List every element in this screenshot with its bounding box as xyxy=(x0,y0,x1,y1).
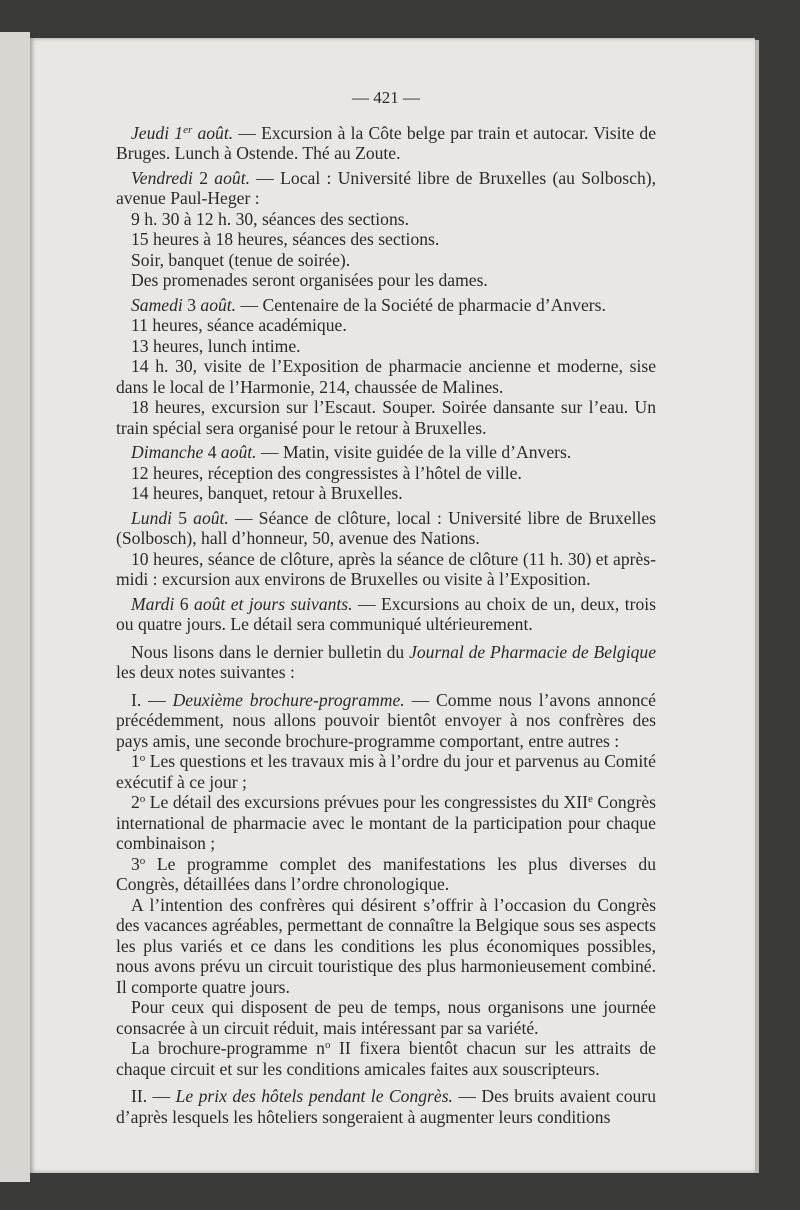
note-two: II. — Le prix des hôtels pendant le Congrès. — Des bruits avaient couru d’après lesquels les hôteliers songeraient à augmenter leurs conditions xyxy=(116,1086,656,1127)
schedule-dimanche: Dimanche 4 août. — Matin, visite guidée de la ville d’Anvers. xyxy=(131,442,572,462)
paragraph: A l’intention des confrères qui désirent s’offrir à l’occasion du Congrès des vacances agréables, permettant de connaître la Belgique sous ses aspects les plus variés et ce dans les conditions les plus économiques possibles, nous avons prévu un circuit touristique des plus harmonieusement combiné. Il comporte quatre jours. xyxy=(116,894,656,997)
schedule-line: 15 heures à 18 heures, séances des sections. xyxy=(131,229,440,249)
page-edge xyxy=(755,40,759,1173)
note-one: I. — Deuxième brochure-programme. — Comme nous l’avons annoncé précédemment, nous allons pouvoir bientôt envoyer à nos confrères des pays amis, une seconde brochure-programme comportant, entre autres : xyxy=(116,689,656,751)
schedule-line: 9 h. 30 à 12 h. 30, séances des sections. xyxy=(131,208,410,229)
schedule-lundi: Lundi 5 août. — Séance de clôture, local : Université libre de Bruxelles (Solbosch), hall d’honneur, 50, avenue des Nations. xyxy=(116,507,657,548)
schedule-jeudi: Jeudi 1er août. — Excursion à la Côte belge par train et autocar. Visite de Bruges. Lunch à Ostende. Thé au Zoute. xyxy=(116,122,657,163)
schedule-line: Des promenades seront organisées pour les dames. xyxy=(131,270,488,290)
schedule-line: 14 heures, banquet, retour à Bruxelles. xyxy=(131,483,403,503)
list-item: 2$^o$ Le détail des excursions prévues pour les congressistes du XIIe Congrès international de pharmacie avec le montant de la participation pour chaque combinaison ; xyxy=(116,792,656,853)
schedule-line: 11 heures, séance académique. xyxy=(131,315,347,335)
schedule-line: 14 h. 30, visite de l’Exposition de pharmacie ancienne et moderne, sise dans le local de l’Harmonie, 214, chaussée de Malines. xyxy=(116,356,656,397)
schedule-samedi: Samedi 3 août. — Centenaire de la Société de pharmacie d’Anvers. xyxy=(131,294,606,315)
schedule-line: 13 heures, lunch intime. xyxy=(131,335,301,356)
list-item: 1$^o$ Les questions et les travaux mis à l’ordre du jour et parvenus au Comité exécutif à ce jour ; xyxy=(116,751,656,792)
day-label: Jeudi 1er août. xyxy=(131,122,234,143)
schedule-mardi: Mardi 6 août et jours suivants. — Excursions au choix de un, deux, trois ou quatre jours. Le détail sera communiqué ultérieurement. xyxy=(116,593,656,634)
schedule-line: 12 heures, réception des congressistes à l’hôtel de ville. xyxy=(131,462,522,483)
paragraph: Pour ceux qui disposent de peu de temps, nous organisons une journée consacrée à un circuit réduit, mais intéressant par sa variété. xyxy=(116,997,656,1038)
page-content xyxy=(116,88,656,1127)
facing-page-edge xyxy=(0,32,30,1182)
list-item: 3$^o$ Le programme complet des manifestations les plus diverses du Congrès, détaillées dans l’ordre chronologique. xyxy=(116,853,656,894)
page-number: — 421 — xyxy=(352,88,420,107)
paragraph: La brochure-programme $n^o$ II fixera bientôt chacun sur les attraits de chaque circuit et sur les conditions amicales faites aux souscripteurs. xyxy=(116,1038,656,1079)
schedule-line: 18 heures, excursion sur l’Escaut. Souper. Soirée dansante sur l’eau. Un train spécial sera organisé pour le retour à Bruxelles. xyxy=(116,397,656,438)
intro-paragraph: Nous lisons dans le dernier bulletin du Journal de Pharmacie de Belgique les deux notes suivantes : xyxy=(116,641,657,682)
schedule-line: 10 heures, séance de clôture, après la séance de clôture (11 h. 30) et après-midi : excursion aux environs de Bruxelles ou visite à l’Exposition. xyxy=(116,548,656,589)
schedule-vendredi: Vendredi 2 août. — Local : Université libre de Bruxelles (au Solbosch), avenue Paul-Heger : xyxy=(116,167,657,208)
schedule-line: Soir, banquet (tenue de soirée). xyxy=(131,249,351,270)
